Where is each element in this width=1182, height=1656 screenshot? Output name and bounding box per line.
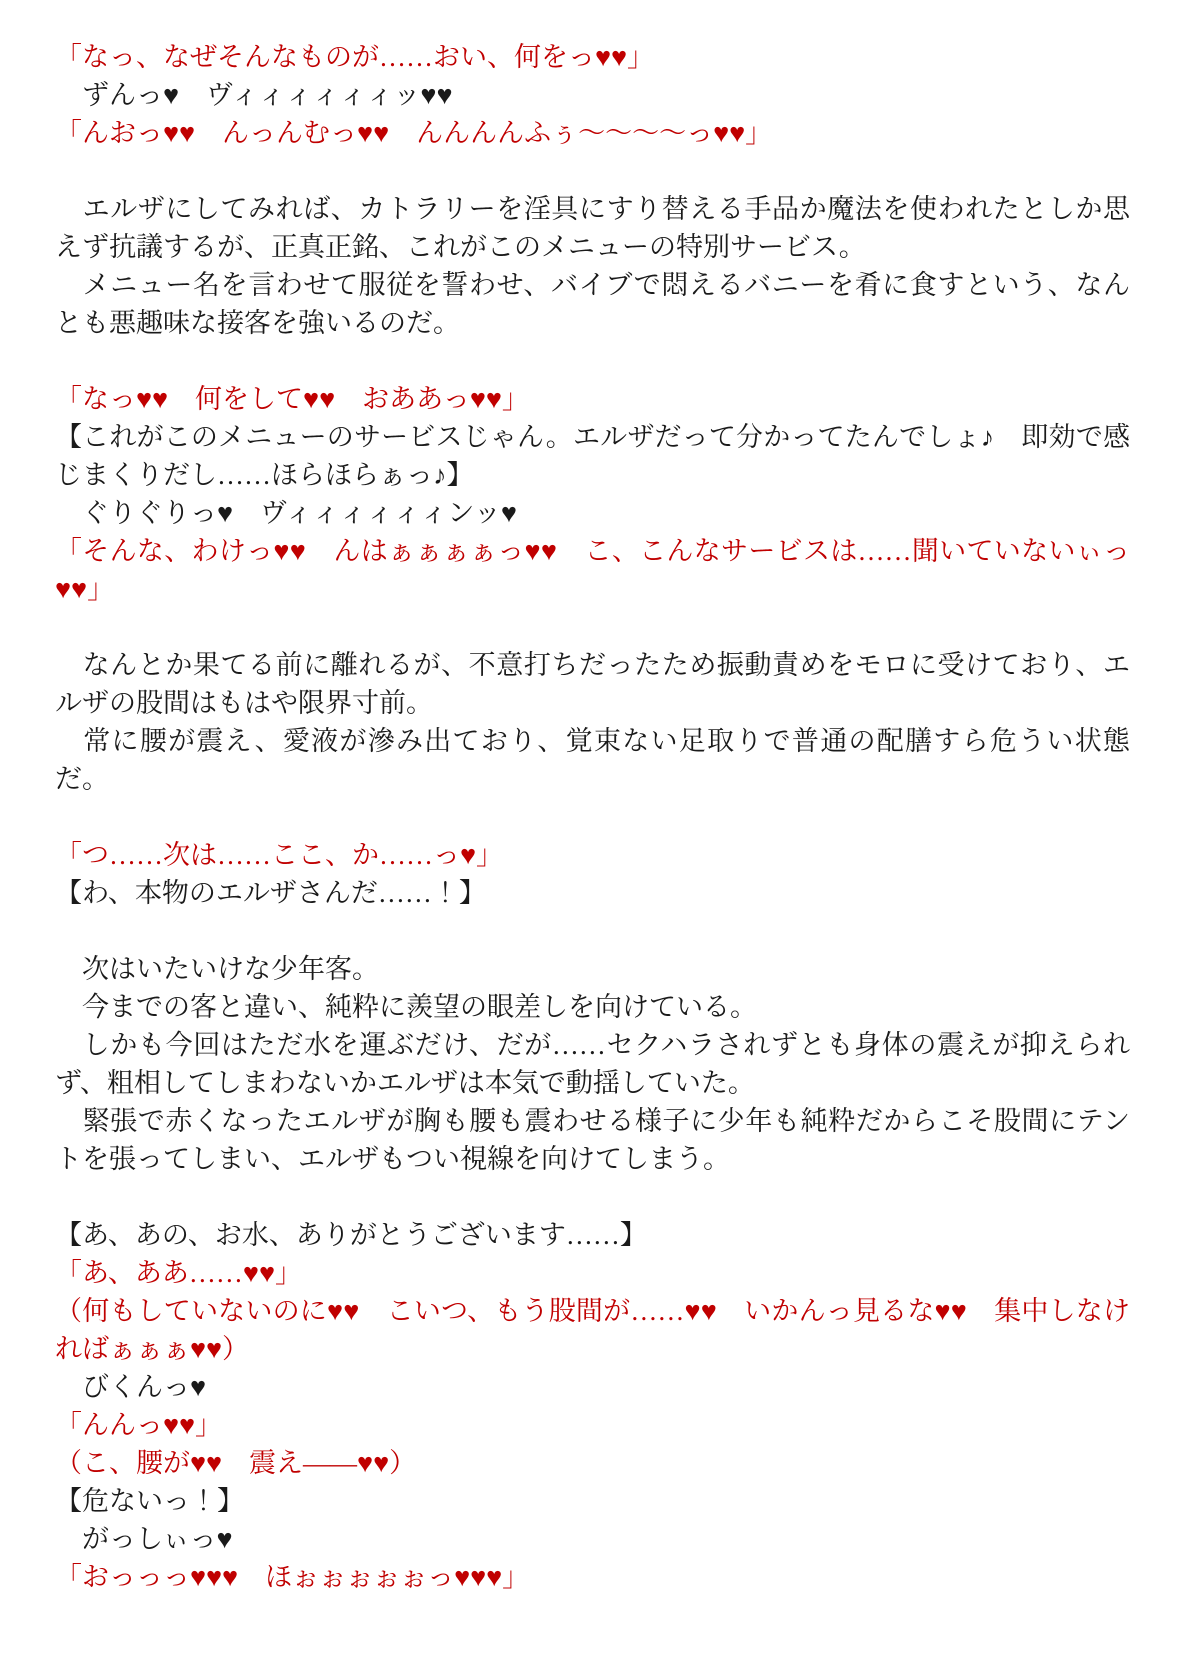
dialogue-line: （何もしていないのに♥♥ こいつ、もう股間が……♥♥ いかんっ見るな♥♥ 集中しなければぁぁぁ♥♥） — [55, 1296, 1130, 1364]
narration-line: ぐりぐりっ♥ ヴィィィィィィンッ♥ — [55, 498, 517, 528]
narration-line: しかも今回はただ水を運ぶだけ、だが……セクハラされずとも身体の震えが抑えられず、粗相してしまわないかエルザは本気で動揺していた。 — [55, 1030, 1130, 1098]
narration-line: がっしぃっ♥ — [55, 1524, 233, 1554]
narration-line: 【わ、本物のエルザさんだ……！】 — [55, 878, 486, 908]
narration-line: 緊張で赤くなったエルザが胸も腰も震わせる様子に少年も純粋だからこそ股間にテントを張ってしまい、エルザもつい視線を向けてしまう。 — [55, 1106, 1130, 1174]
dialogue-line: 「あ、ああ……♥♥」 — [55, 1258, 302, 1288]
dialogue-line: 「なっ、なぜそんなものが……おい、何をっ♥♥」 — [55, 42, 655, 72]
dialogue-line: 「つ……次は……ここ、か……っ♥」 — [55, 840, 504, 870]
dialogue-line: 「んおっ♥♥ んっんむっ♥♥ んんんんふぅ～～～～っ♥♥」 — [55, 118, 773, 148]
narration-line: 常に腰が震え、愛液が滲み出ており、覚束ない足取りで普通の配膳すら危うい状態だ。 — [55, 726, 1130, 794]
dialogue-line: 「なっ♥♥ 何をして♥♥ おああっ♥♥」 — [55, 384, 529, 414]
narration-line: 次はいたいけな少年客。 — [55, 954, 379, 984]
narration-line: メニュー名を言わせて服従を誓わせ、バイブで悶えるバニーを肴に食すという、なんとも悪趣味な接客を強いるのだ。 — [55, 270, 1130, 338]
dialogue-line: （こ、腰が♥♥ 震え——♥♥） — [55, 1448, 417, 1478]
dialogue-line: 「んんっ♥♥」 — [55, 1410, 223, 1440]
narration-line: びくんっ♥ — [55, 1372, 207, 1402]
narration-line: ずんっ♥ ヴィィィィィィッ♥♥ — [55, 80, 453, 110]
narration-line: 【あ、あの、お水、ありがとうございます……】 — [55, 1220, 647, 1250]
narration-line: 【これがこのメニューのサービスじゃん。エルザだって分かってたんでしょ♪ 即効で感じまくりだし……ほらほらぁっ♪】 — [55, 422, 1130, 490]
dialogue-line: 「おっっっ♥♥♥ ほぉぉぉぉぉっ♥♥♥」 — [55, 1562, 530, 1592]
narration-line: エルザにしてみれば、カトラリーを淫具にすり替える手品か魔法を使われたとしか思えず抗議するが、正真正銘、これがこのメニューの特別サービス。 — [55, 194, 1130, 262]
narration-line: なんとか果てる前に離れるが、不意打ちだったため振動責めをモロに受けており、エルザの股間はもはや限界寸前。 — [55, 650, 1130, 718]
narration-line: 【危ないっ！】 — [55, 1486, 244, 1516]
dialogue-line: 「そんな、わけっ♥♥ んはぁぁぁぁっ♥♥ こ、こんなサービスは……聞いていないぃっ♥♥」 — [55, 536, 1130, 604]
narration-line: 今までの客と違い、純粋に羨望の眼差しを向けている。 — [55, 992, 757, 1022]
